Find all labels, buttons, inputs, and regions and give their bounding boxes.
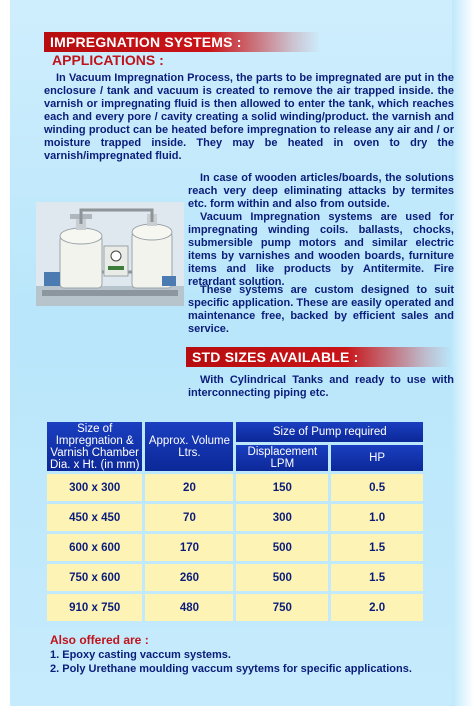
custom-paragraph: These systems are custom designed to suit specific application. These are easily operated and maintenance free, backed by efficient sales and service.: [188, 284, 454, 335]
table-cell-volume: 20: [145, 474, 233, 501]
table-row: [47, 594, 423, 621]
col-size-header: Size of Impregnation & Varnish Chamber Dia. x Ht. (in mm): [47, 422, 142, 471]
table-cell-volume: 480: [145, 594, 233, 621]
table-cell-volume: 70: [145, 504, 233, 531]
table-cell-size: 750 x 600: [47, 564, 142, 591]
uses-paragraph: Vacuum Impregnation systems are used for impregnating winding coils. ballasts, chocks, submersible pump motors and similar electric items by varnishes and wooden boards, furniture items and like products by Antitermite. Fire retardant solution.: [188, 211, 454, 288]
std-sizes-text: With Cylindrical Tanks and ready to use with interconnecting piping etc.: [188, 374, 454, 399]
left-margin: [0, 0, 10, 706]
also-offered-title: Also offered are :: [50, 633, 149, 647]
wood-paragraph: In case of wooden articles/boards, the solutions reach very deep eliminating attacks by termites etc. form within and also from outside.: [188, 172, 454, 210]
table-cell-hp: 1.0: [331, 504, 423, 531]
col-hp-header: HP: [331, 445, 423, 471]
table-cell-hp: 1.5: [331, 534, 423, 561]
col-displacement-header: Displacement LPM: [236, 445, 328, 471]
right-margin: [452, 0, 474, 706]
table-cell-hp: 2.0: [331, 594, 423, 621]
table-cell-hp: 1.5: [331, 564, 423, 591]
col-volume-header: Approx. Volume Ltrs.: [145, 422, 233, 471]
table-cell-size: 450 x 450: [47, 504, 142, 531]
title-banner: [44, 32, 320, 52]
table-cell-hp: 0.5: [331, 474, 423, 501]
table-cell-size: 300 x 300: [47, 474, 142, 501]
col-pump-group-header: Size of Pump required: [236, 422, 423, 442]
table-cell-displacement: 300: [236, 504, 328, 531]
table-cell-displacement: 500: [236, 534, 328, 561]
impregnation-plant-image: [36, 202, 184, 306]
table-cell-volume: 260: [145, 564, 233, 591]
table-row: [47, 474, 423, 501]
applications-heading: APPLICATIONS :: [52, 52, 164, 68]
also-offered-item-1: 1. Epoxy casting vaccum systems.: [50, 649, 231, 661]
table-cell-volume: 170: [145, 534, 233, 561]
std-sizes-table: [44, 419, 426, 624]
table-cell-size: 600 x 600: [47, 534, 142, 561]
std-sizes-heading: STD SIZES AVAILABLE :: [192, 349, 359, 365]
intro-paragraph: In Vacuum Impregnation Process, the parts to be impregnated are put in the enclosure / tank and vacuum is created to remove the air trapped inside. the varnish or impregnating fluid is then allowed to enter the tank, which reaches each and every pore / cavity creating a solid winding/product. the varnish and winding product can be heated before impregnation to release any air and / or moisture trapped inside. They may be heated in oven to dry the varnish/impregnated fluid.: [44, 72, 454, 162]
table-cell-displacement: 750: [236, 594, 328, 621]
table-cell-displacement: 500: [236, 564, 328, 591]
table-row: [47, 504, 423, 531]
table-cell-displacement: 150: [236, 474, 328, 501]
table-row: [47, 564, 423, 591]
std-sizes-banner: [186, 347, 452, 367]
table-row: [47, 534, 423, 561]
table-cell-size: 910 x 750: [47, 594, 142, 621]
page-title: IMPREGNATION SYSTEMS :: [50, 34, 242, 50]
also-offered-item-2: 2. Poly Urethane moulding vaccum syytems for specific applications.: [50, 663, 412, 675]
